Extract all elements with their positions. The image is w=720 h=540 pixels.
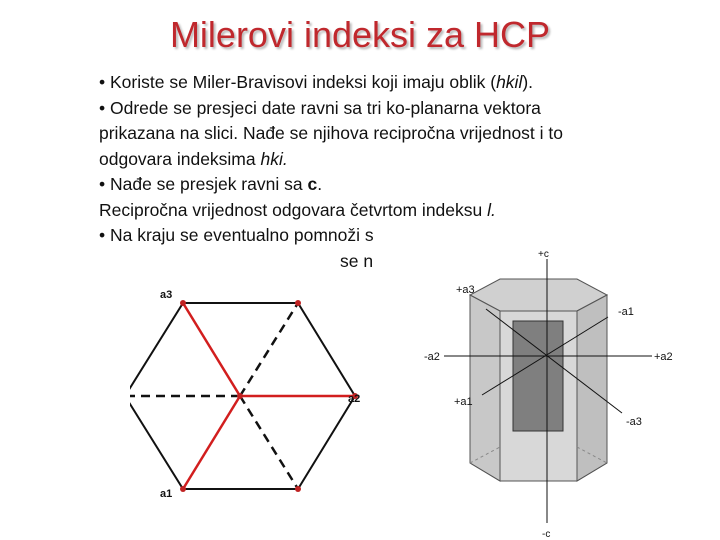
hexagonal-prism-diagram — [410, 245, 710, 540]
label-minus-a3: -a3 — [626, 416, 642, 428]
label-a1: a1 — [160, 488, 173, 500]
bullet-line-3: prikazana na slici. Nađe se njihova recipročna vrijednost i to — [99, 123, 563, 143]
label-plus-a1: +a1 — [454, 396, 473, 408]
hexagon-diagram — [130, 280, 380, 505]
label-plus-c: +c — [538, 249, 549, 260]
label-plus-a2: +a2 — [654, 351, 673, 363]
prism-dark-plane — [513, 321, 563, 431]
bullet-line-8: se n — [340, 250, 374, 271]
label-minus-a1: -a1 — [618, 306, 634, 318]
label-a2: a2 — [348, 393, 361, 405]
prism-left-face — [470, 295, 500, 481]
label-a3: a3 — [160, 289, 173, 301]
body-text — [99, 70, 699, 274]
prism-right-face — [577, 295, 607, 481]
bullet-line-1: • Koriste se Miler-Bravisovi indeksi koji imaju oblik (hkil). — [99, 72, 534, 92]
label-plus-a3: +a3 — [456, 284, 475, 296]
bullet-line-4: odgovara indeksima hki. — [99, 148, 288, 169]
label-minus-a2: -a2 — [424, 351, 440, 363]
label-minus-c: -c — [542, 529, 551, 540]
slide-title: Milerovi indeksi za HCP — [169, 14, 551, 55]
bullet-line-7: • Na kraju se eventualno pomnoži s — [99, 225, 374, 245]
bullet-line-2: • Odrede se presjeci date ravni sa tri ko-planarna vektora — [99, 97, 541, 118]
bullet-line-6: Recipročna vrijednost odgovara četvrtom indeksu l. — [99, 199, 496, 220]
bullet-line-5: • Nađe se presjek ravni sa c. — [99, 174, 323, 194]
